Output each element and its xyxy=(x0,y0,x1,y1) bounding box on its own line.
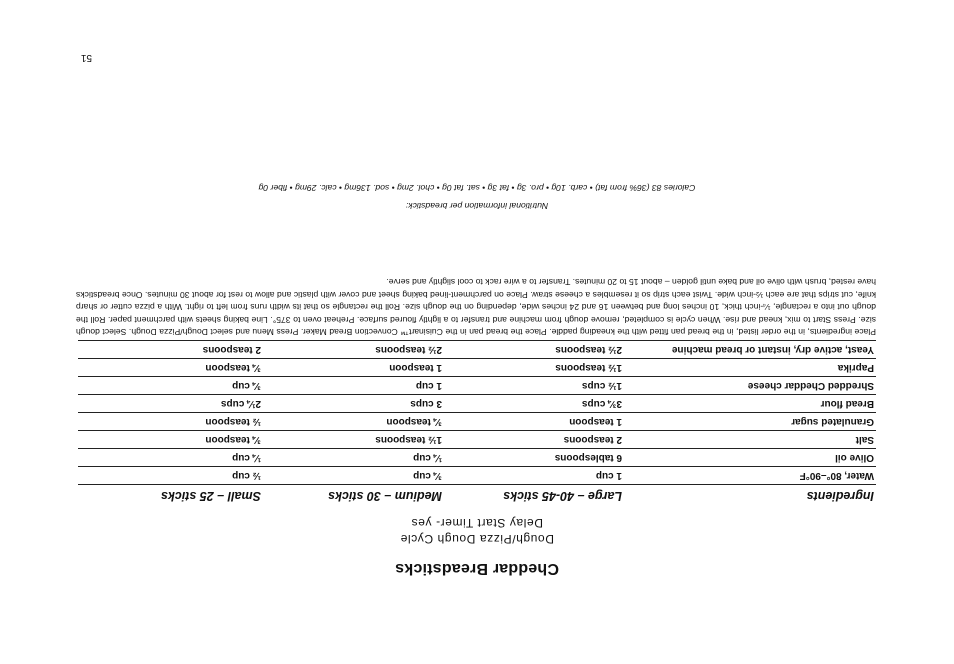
ingredient-name: Shredded Cheddar cheese xyxy=(624,377,876,395)
small-amount: ¼ cup xyxy=(78,449,263,467)
large-amount: 1 cup xyxy=(444,467,624,485)
table-row xyxy=(78,467,876,485)
table-row xyxy=(78,431,876,449)
small-amount: 2 teaspoons xyxy=(78,341,263,359)
small-amount: ½ teaspoon xyxy=(78,413,263,431)
medium-amount: ¼ cup xyxy=(263,449,444,467)
nutrition-facts: Calories 83 (36% from fat) • carb. 10g • pro. 3g • fat 3g • sat. fat 0g • chol. 2mg • sod. 136mg • calc. 29mg • fiber 0g xyxy=(258,183,696,193)
medium-amount: 1½ teaspoons xyxy=(263,431,444,449)
ingredients-table xyxy=(78,340,876,504)
medium-amount: 1 teaspoon xyxy=(263,359,444,377)
ingredient-name: Olive oil xyxy=(624,449,876,467)
large-amount: 2 teaspoons xyxy=(444,431,624,449)
large-amount: 3¾ cups xyxy=(444,395,624,413)
small-amount: ½ cup xyxy=(78,467,263,485)
medium-amount: ¾ cup xyxy=(263,467,444,485)
page-number: 51 xyxy=(80,52,92,63)
large-amount: 2½ teaspoons xyxy=(444,341,624,359)
column-header-ingredients: Ingredients xyxy=(624,485,876,505)
nutrition-heading: Nutritional information per breadstick: xyxy=(405,201,549,211)
medium-amount: 3 cups xyxy=(263,395,444,413)
small-amount: ¾ teaspoon xyxy=(78,359,263,377)
large-amount: 1½ teaspoons xyxy=(444,359,624,377)
ingredient-name: Salt xyxy=(624,431,876,449)
ingredient-name: Granulated sugar xyxy=(624,413,876,431)
small-amount: ¾ teaspoon xyxy=(78,431,263,449)
large-amount: 6 tablespoons xyxy=(444,449,624,467)
table-header-row xyxy=(78,485,876,505)
small-amount: 2¼ cups xyxy=(78,395,263,413)
table-row xyxy=(78,395,876,413)
medium-amount: ¾ teaspoon xyxy=(263,413,444,431)
recipe-title: Cheddar Breadsticks xyxy=(395,560,559,577)
table-row xyxy=(78,377,876,395)
table-row xyxy=(78,359,876,377)
column-header-small: Small – 25 sticks xyxy=(78,485,263,505)
table-row xyxy=(78,341,876,359)
large-amount: 1½ cups xyxy=(444,377,624,395)
ingredient-name: Paprika xyxy=(624,359,876,377)
large-amount: 1 teaspoon xyxy=(444,413,624,431)
ingredient-name: Water, 80°–90°F xyxy=(624,467,876,485)
cycle-label: Dough/Pizza Dough Cycle xyxy=(400,532,554,546)
table-row xyxy=(78,413,876,431)
medium-amount: 1 cup xyxy=(263,377,444,395)
recipe-instructions: Place ingredients, in the order listed, in the bread pan fitted with the kneading paddle. Place the bread pan in the Cuisinart™ Convection Bread Maker. Press Menu and select Dough/Pizza Dough. Select dough size. Press Start to mix, knead and rise. When cycle is completed, remove dough from machine and transfer to a lightly floured surface. Preheat oven to 375°. Line baking sheets with parchment paper. Roll the dough out into a rectangle, ¼-inch thick, 10 inches long and between 16 and 24 inches wide, depending on the dough size. Roll the rectangle so that its width runs from left to right. With a pizza cutter or sharp knife, cut strips that are each ½-inch wide. Twist each strip so it resembles a cheese straw. Place on parchment-lined baking sheet and cover with plastic and allow to rest for about 30 minutes. Once breadsticks have rested, brush with olive oil and bake until golden – about 15 to 20 minutes. Transfer to a wire rack to cool slightly and serve. xyxy=(76,277,876,337)
ingredient-name: Bread flour xyxy=(624,395,876,413)
column-header-medium: Medium – 30 sticks xyxy=(263,485,444,505)
table-row xyxy=(78,449,876,467)
small-amount: ¾ cup xyxy=(78,377,263,395)
medium-amount: 2½ teaspoons xyxy=(263,341,444,359)
delay-timer-label: Delay Start Timer- yes xyxy=(411,516,543,530)
column-header-large: Large – 40-45 sticks xyxy=(444,485,624,505)
ingredient-name: Yeast, active dry, instant or bread machine xyxy=(624,341,876,359)
